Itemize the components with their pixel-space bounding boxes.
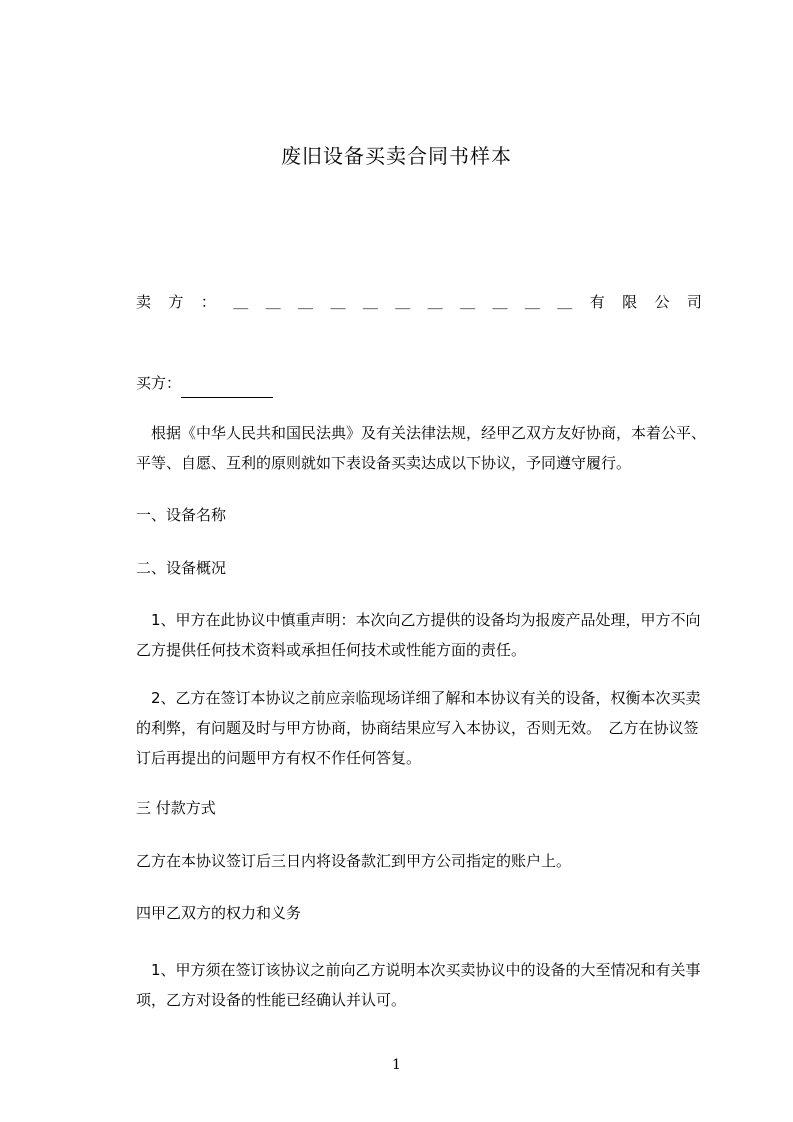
section-equipment-overview: 二、设备概况 xyxy=(136,559,227,577)
seller-char: ＿ xyxy=(330,292,346,311)
seller-char: ＿ xyxy=(524,292,540,311)
buyer-blank xyxy=(181,379,273,398)
clause-4-1: 1、甲方须在签订该协议之前向乙方说明本次买卖协议中的设备的大至情况和有关事项，乙方对设备的性能已经确认并认可。 xyxy=(136,961,701,1009)
seller-char: 司 xyxy=(686,292,702,311)
section-equipment-name: 一、设备名称 xyxy=(136,506,227,524)
seller-char: 限 xyxy=(622,292,638,311)
seller-char: ＿ xyxy=(362,292,378,311)
seller-char: ： xyxy=(200,292,216,311)
seller-char: ＿ xyxy=(492,292,508,311)
intro-paragraph: 根据《中华人民共和国民法典》及有关法律法规，经甲乙双方友好协商，本着公平、平等、自愿、互利的原则就如下表设备买卖达成以下协议，予同遵守履行。 xyxy=(136,424,707,472)
section-rights-obligations: 四甲乙双方的权力和义务 xyxy=(136,904,302,922)
seller-char: 方 xyxy=(168,292,184,311)
buyer-label: 买方： xyxy=(136,374,182,392)
seller-char: ＿ xyxy=(557,292,573,311)
seller-char: 卖 xyxy=(136,292,152,311)
seller-char: ＿ xyxy=(395,292,411,311)
seller-char: 公 xyxy=(654,292,670,311)
clause-2-1: 1、甲方在此协议中慎重声明：本次向乙方提供的设备均为报废产品处理，甲方不向乙方提供任何技术资料或承担任何技术或性能方面的责任。 xyxy=(136,611,701,659)
section-payment: 三 付款方式 xyxy=(136,799,216,817)
seller-char: ＿ xyxy=(298,292,314,311)
document-title: 废旧设备买卖合同书样本 xyxy=(281,144,512,168)
seller-char: 有 xyxy=(589,292,605,311)
seller-char: ＿ xyxy=(265,292,281,311)
seller-char: ＿ xyxy=(460,292,476,311)
page-number: 1 xyxy=(392,1057,401,1073)
seller-char: ＿ xyxy=(233,292,249,311)
buyer-line xyxy=(136,368,708,398)
clause-2-2: 2、乙方在签订本协议之前应亲临现场详细了解和本协议有关的设备，权衡本次买卖的利弊，有问题及时与甲方协商，协商结果应写入本协议，否则无效。 乙方在协议签订后再提出的问题甲方有权不作任何答复。 xyxy=(136,689,701,767)
clause-payment: 乙方在本协议签订后三日内将设备款汇到甲方公司指定的账户上。 xyxy=(136,852,572,870)
seller-line xyxy=(136,286,702,316)
seller-char: ＿ xyxy=(427,292,443,311)
